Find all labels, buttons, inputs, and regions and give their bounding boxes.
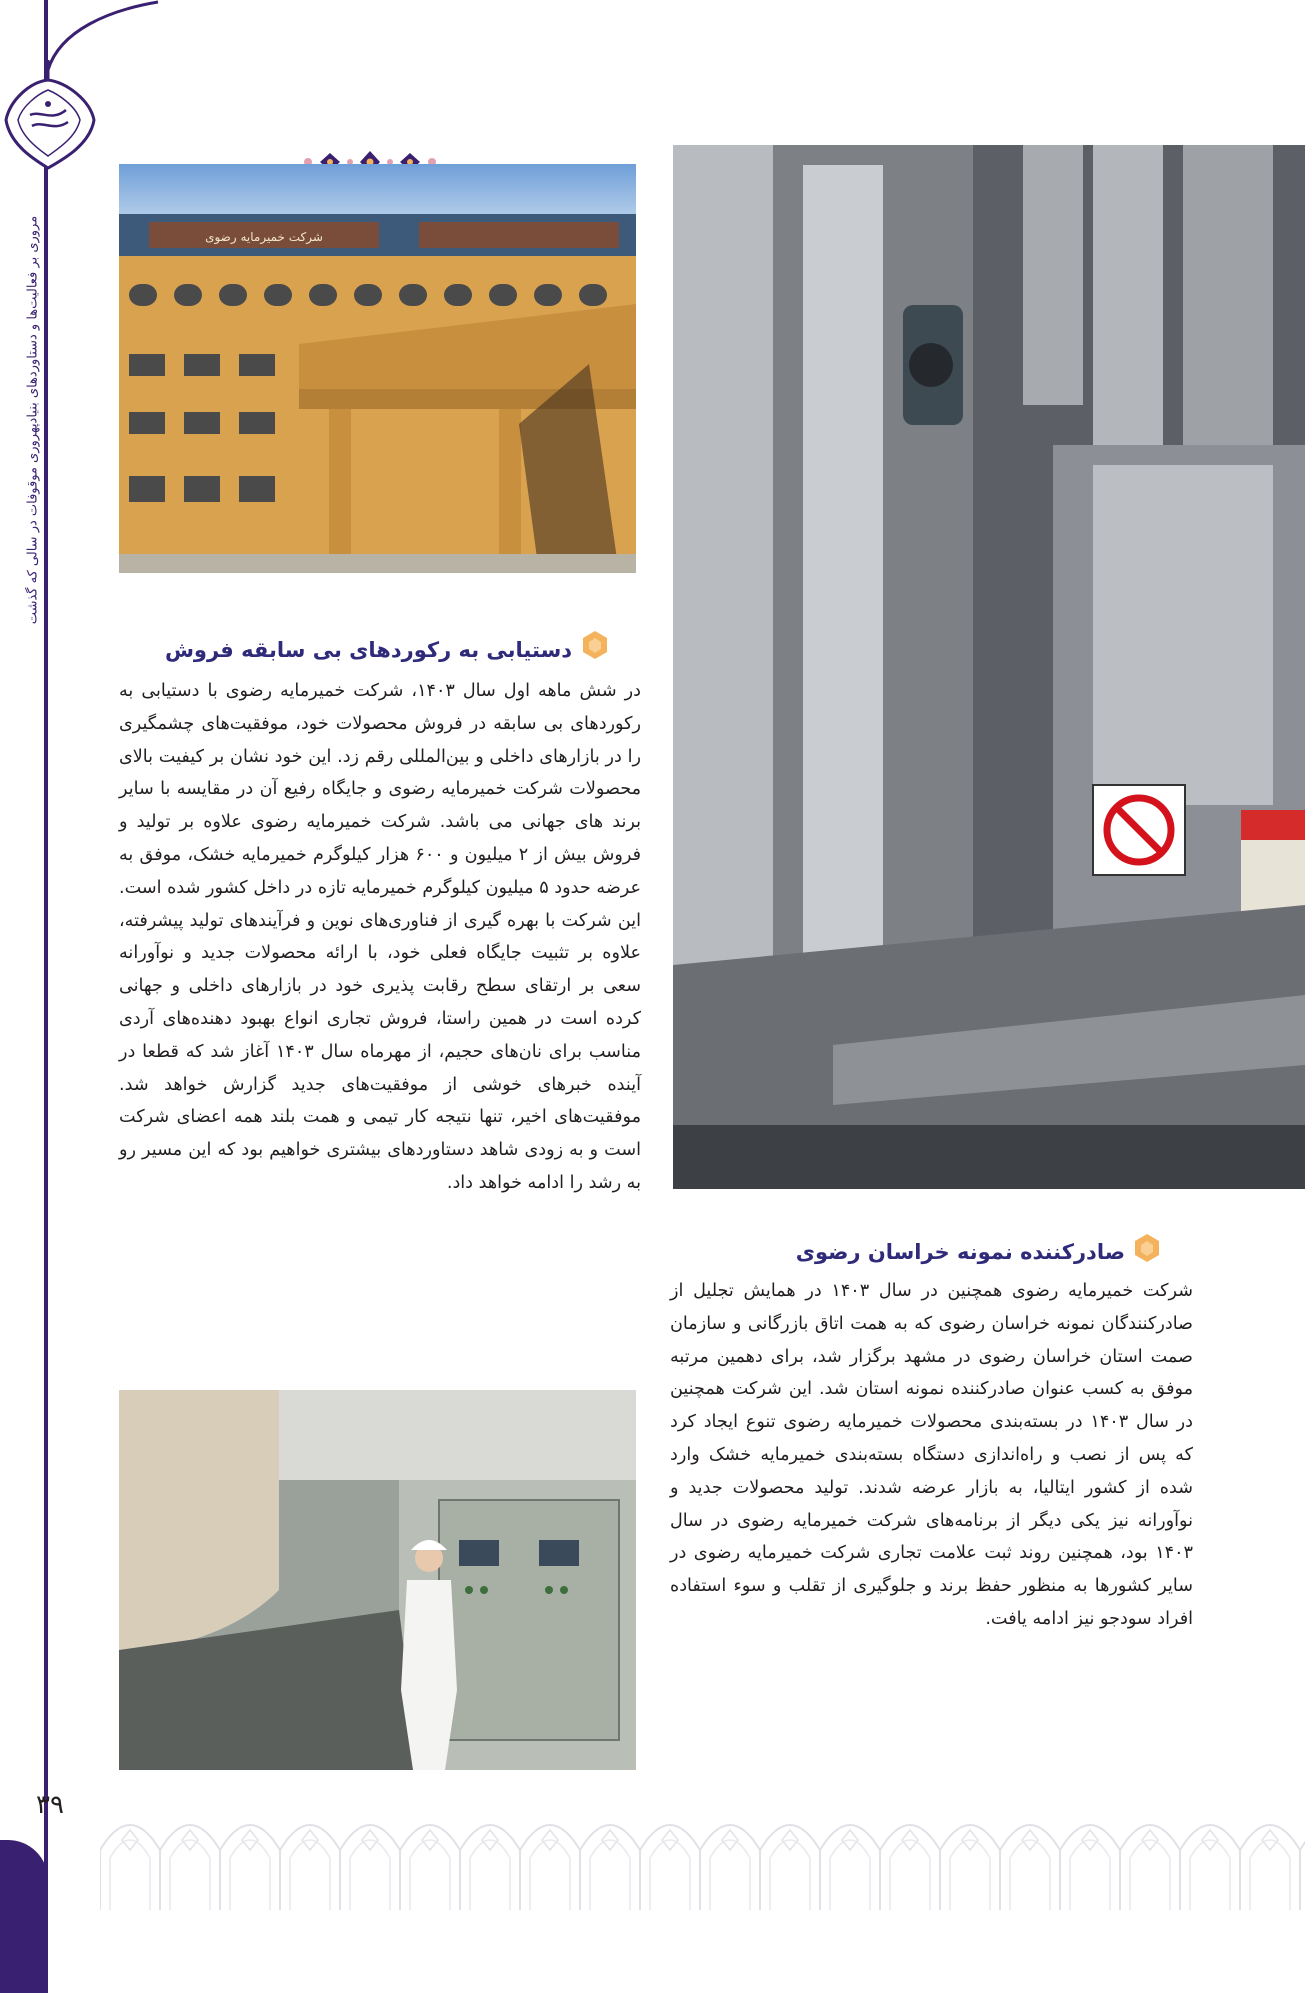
exporter-body: شرکت خمیرمایه رضوی همچنین در سال ۱۴۰۳ در همایش تجلیل از صادرکنندگان نمونه خراسان رضوی که به همت اتاق بازرگانی و سازمان صمت استان خراسان رضوی در مشهد برگزار شد، برای دهمین مرتبه موفق به کسب عنوان صادرکننده نمونه استان شد. این شرکت همچنین در سال ۱۴۰۳ در بسته‌بندی محصولات خمیرمایه رضوی تنوع ایجاد کرد که پس از نصب و راه‌اندازی دستگاه بسته‌بندی خمیرمایه خشک وارد شده از کشور ایتالیا، به بازار عرضه شدند. تولید محصولات جدید و نوآورانه نیز یکی دیگر از برنامه‌های شرکت خمیرمایه رضوی در سال ۱۴۰۳ بود، همچنین روند ثبت علامت تجاری شرکت خمیرمایه رضوی در سایر کشورها به منظور حفظ برند و جلوگیری از تقلب و سوء استفاده افراد سودجو نیز ادامه یافت. <box>670 1281 1193 1629</box>
building-sign-text: شرکت خمیرمایه رضوی <box>205 230 323 244</box>
corner-curve-icon <box>40 0 160 70</box>
page-number: ۳۹ <box>36 1790 64 1820</box>
bullet-flower-icon <box>580 630 610 660</box>
exporter-heading: صادرکننده نمونه خراسان رضوی <box>795 1240 1125 1264</box>
no-hands-warning-sign <box>1093 785 1185 875</box>
side-caption <box>16 200 50 640</box>
bullet-flower-icon <box>1132 1233 1162 1263</box>
building-photo <box>119 164 636 573</box>
sales-heading: دستیابی به رکوردهای بی سابقه فروش <box>164 638 572 662</box>
factory-worker-photo <box>119 1390 636 1770</box>
sales-body: در شش ماهه اول سال ۱۴۰۳، شرکت خمیرمایه رضوی با دستیابی به رکوردهای بی سابقه در فروش محصولات خود، موفقیت‌های چشمگیری را در بازارهای داخلی و بین‌المللی رقم زد. این خود نشان بر کیفیت بالای محصولات شرکت خمیرمایه رضوی و جایگاه رفیع آن در مقایسه با سایر برند های جهانی می باشد. شرکت خمیرمایه رضوی علاوه بر تولید و فروش بیش از ۲ میلیون و ۶۰۰ هزار کیلوگرم خمیرمایه خشک، موفق به عرضه حدود ۵ میلیون کیلوگرم خمیرمایه تازه در داخل کشور شده است. این شرکت با بهره گیری از فناوری‌های نوین و فرآیندهای تولید پیشرفته، علاوه بر تثبیت جایگاه فعلی خود، با ارائه محصولات جدید و نوآورانه سعی بر ارتقای سطح رقابت پذیری خود در بازارهای داخلی و جهانی کرده است در همین راستا، فروش تجاری انواع بهبود دهنده‌های آردی مناسب برای نان‌های حجیم، از مهرماه سال ۱۴۰۳ آغاز شد که قطعا در آینده خبرهای خوشی از موفقیت‌های جدید گزارش خواهد شد. موفقیت‌های اخیر، تنها نتیجه کار تیمی و همت بلند همه اعضای شرکت است و به زودی شاهد دستاوردهای بیشتری خواهیم بود که این مسیر رو به رشد را ادامه خواهد داد. <box>119 681 642 1193</box>
footer-ornament-pattern <box>100 1800 1305 1910</box>
bottom-tab <box>0 1840 48 1993</box>
side-caption-text: مروری بر فعالیت‌ها و دستاوردهای بنیادپهروری موقوفات در سالی که گذشت <box>25 215 41 625</box>
packaging-machine-photo <box>673 145 1305 1189</box>
magazine-logo-icon <box>0 60 100 170</box>
